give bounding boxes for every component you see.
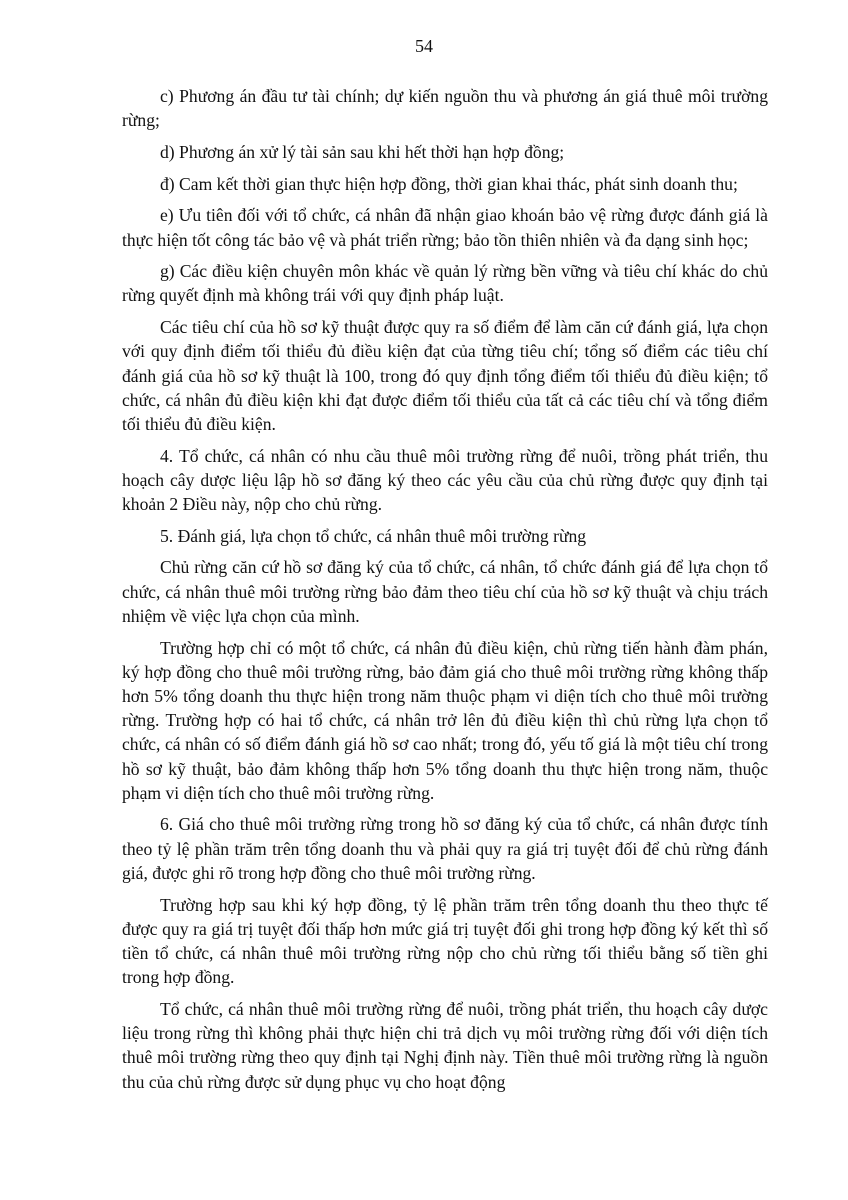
paragraph-clause-6: 6. Giá cho thuê môi trường rừng trong hồ sơ đăng ký của tổ chức, cá nhân được tính theo tỷ lệ phần trăm trên tổng doanh thu và phải quy ra giá trị tuyệt đối để chủ rừng đánh giá, được ghi rõ trong hợp đồng cho thuê môi trường rừng.: [122, 814, 768, 883]
paragraph-clause-4: 4. Tổ chức, cá nhân có nhu cầu thuê môi trường rừng để nuôi, trồng phát triển, thu hoạch cây dược liệu lập hồ sơ đăng ký theo các yêu cầu của chủ rừng được quy định tại khoản 2 Điều này, nộp cho chủ rừng.: [122, 445, 768, 515]
paragraph-clause-6-exemption: Tổ chức, cá nhân thuê môi trường rừng để nuôi, trồng phát triển, thu hoạch cây dược liệu trong rừng thì không phải thực hiện chi trả dịch vụ môi trường rừng đối với diện tích thuê môi trường rừng theo quy định tại Nghị định này. Tiền thuê môi trường rừng là nguồn thu của chủ rừng được sử dụng phục vụ cho hoạt động: [122, 998, 768, 1092]
paragraph-c: c) Phương án đầu tư tài chính; dự kiến nguồn thu và phương án giá thuê môi trường rừng;: [122, 86, 768, 131]
paragraph-criteria: Các tiêu chí của hồ sơ kỹ thuật được quy ra số điểm để làm căn cứ đánh giá, lựa chọn với quy định điểm tối thiểu đủ điều kiện đạt của từng tiêu chí; tổng số điểm các tiêu chí đánh giá của hồ sơ kỹ thuật là 100, trong đó quy định tổng điểm tối thiểu đủ điều kiện; tổ chức, cá nhân đủ điều kiện khi đạt được điểm tối thiểu của tất cả các tiêu chí và tổng điểm tối thiểu đủ điều kiện.: [122, 317, 768, 434]
paragraph-dd: đ) Cam kết thời gian thực hiện hợp đồng, thời gian khai thác, phát sinh doanh thu;: [160, 173, 738, 194]
page-number: 54: [415, 36, 433, 56]
paragraph-e: e) Ưu tiên đối với tổ chức, cá nhân đã nhận giao khoán bảo vệ rừng được đánh giá là thực hiện tốt công tác bảo vệ và phát triển rừng; bảo tồn thiên nhiên và đa dạng sinh học;: [122, 205, 768, 250]
paragraph-clause-5-body: Chủ rừng căn cứ hồ sơ đăng ký của tổ chức, cá nhân, tổ chức đánh giá để lựa chọn tổ chức, cá nhân thuê môi trường rừng bảo đảm theo tiêu chí của hồ sơ kỹ thuật và chịu trách nhiệm về việc lựa chọn của mình.: [122, 557, 768, 626]
document-body: [122, 84, 768, 1101]
paragraph-clause-5-cases: Trường hợp chỉ có một tổ chức, cá nhân đủ điều kiện, chủ rừng tiến hành đàm phán, ký hợp đồng cho thuê môi trường rừng, bảo đảm giá cho thuê môi trường rừng không thấp hơn 5% tổng doanh thu thực hiện trong năm thuộc phạm vi diện tích cho thuê môi trường rừng. Trường hợp có hai tổ chức, cá nhân trở lên đủ điều kiện thì chủ rừng lựa chọn tổ chức, cá nhân có số điểm đánh giá hồ sơ cao nhất; trong đó, yếu tố giá là một tiêu chí trong hồ sơ kỹ thuật, bảo đảm không thấp hơn 5% tổng doanh thu thực hiện trong năm, thuộc phạm vi diện tích cho thuê môi trường rừng.: [122, 637, 768, 803]
paragraph-clause-6-after-signing: Trường hợp sau khi ký hợp đồng, tỷ lệ phần trăm trên tổng doanh thu theo thực tế được quy ra giá trị tuyệt đối thấp hơn mức giá trị tuyệt đối ghi trong hợp đồng ký kết thì số tiền tổ chức, cá nhân thuê môi trường rừng nộp cho chủ rừng tối thiểu bằng số tiền ghi trong hợp đồng.: [122, 894, 768, 988]
paragraph-d: d) Phương án xử lý tài sản sau khi hết thời hạn hợp đồng;: [160, 141, 565, 162]
paragraph-clause-5-heading: 5. Đánh giá, lựa chọn tổ chức, cá nhân thuê môi trường rừng: [160, 525, 587, 546]
paragraph-g: g) Các điều kiện chuyên môn khác về quản lý rừng bền vững và tiêu chí khác do chủ rừng quyết định mà không trái với quy định pháp luật.: [122, 261, 768, 306]
